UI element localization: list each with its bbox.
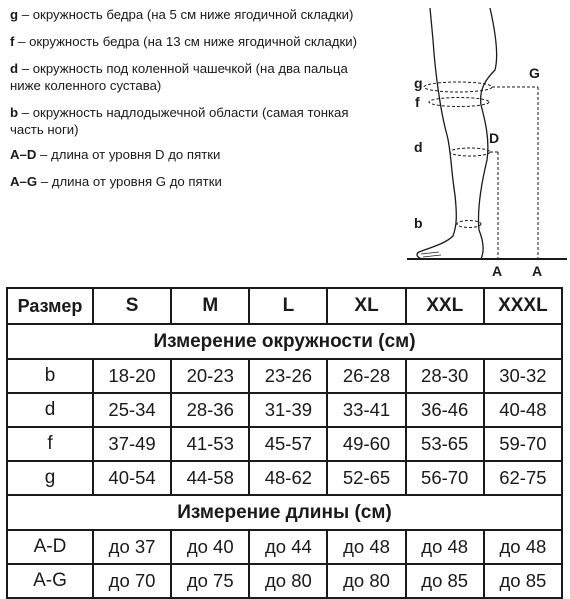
diagram-label-b: b (414, 215, 423, 231)
table-cell: 25-34 (93, 393, 171, 427)
table-cell: 28-30 (406, 359, 484, 393)
header-cell: XXL (406, 288, 484, 324)
table-cell: 33-41 (327, 393, 405, 427)
header-cell: S (93, 288, 171, 324)
legend-b-text: – окружность надлодыжечной области (самая тонкая часть ноги) (10, 105, 349, 137)
diagram-label-A2: A (532, 263, 543, 279)
table-cell: 53-65 (406, 427, 484, 461)
table-cell: до 44 (249, 530, 327, 564)
table-cell: до 85 (484, 564, 562, 598)
section-title-circumference: Измерение окружности (см) (7, 324, 562, 359)
table-row (7, 530, 562, 564)
table-cell: 49-60 (327, 427, 405, 461)
table-cell: 26-28 (327, 359, 405, 393)
b-ellipse (457, 221, 481, 228)
legend-d (10, 60, 380, 94)
table-cell: до 75 (171, 564, 249, 598)
diagram-label-f: f (415, 94, 420, 110)
legend-ad-text: – длина от уровня D до пятки (36, 147, 221, 162)
table-cell: 45-57 (249, 427, 327, 461)
table-cell: 20-23 (171, 359, 249, 393)
table-cell: 36-46 (406, 393, 484, 427)
header-cell: XL (327, 288, 405, 324)
table-cell: до 70 (93, 564, 171, 598)
legend-b-key: b (10, 105, 19, 120)
table-cell: до 85 (406, 564, 484, 598)
legend-ad-key: A–D (10, 147, 37, 162)
toe-lines (421, 252, 441, 257)
legend-f-key: f (10, 34, 15, 49)
legend-g-text: – окружность бедра (на 5 см ниже ягодичной складки) (18, 7, 354, 22)
table-cell: 31-39 (249, 393, 327, 427)
row-label: A-G (7, 564, 93, 598)
table-cell: 52-65 (327, 461, 405, 495)
table-cell: до 48 (327, 530, 405, 564)
row-label: g (7, 461, 93, 495)
diagram-label-G: G (529, 65, 540, 81)
diagram-label-D: D (489, 130, 500, 146)
g-ellipse (424, 82, 492, 92)
d-ellipse (450, 148, 490, 156)
table-cell: до 80 (327, 564, 405, 598)
row-label: A-D (7, 530, 93, 564)
header-cell: L (249, 288, 327, 324)
legend-ag (10, 173, 380, 190)
table-cell: 44-58 (171, 461, 249, 495)
table-cell: до 40 (171, 530, 249, 564)
legend-b (10, 104, 380, 138)
legend-ag-key: A–G (10, 174, 38, 189)
table-cell: 56-70 (406, 461, 484, 495)
row-label: d (7, 393, 93, 427)
table-cell: 37-49 (93, 427, 171, 461)
table-cell: 40-54 (93, 461, 171, 495)
legend-f-text: – окружность бедра (на 13 см ниже ягодичной складки) (14, 34, 358, 49)
table-cell: до 48 (406, 530, 484, 564)
table-cell: до 37 (93, 530, 171, 564)
section-title-length: Измерение длины (см) (7, 495, 562, 530)
measurement-legend (10, 6, 380, 200)
legend-g-key: g (10, 7, 19, 22)
diagram-label-g: g (414, 75, 423, 91)
table-cell: до 80 (249, 564, 327, 598)
table-cell: 48-62 (249, 461, 327, 495)
header-cell: Размер (7, 288, 93, 324)
header-cell: M (171, 288, 249, 324)
legend-ag-text: – длина от уровня G до пятки (37, 174, 222, 189)
table-cell: 62-75 (484, 461, 562, 495)
legend-d-key: d (10, 61, 19, 76)
leg-outline (417, 8, 500, 259)
table-cell: 59-70 (484, 427, 562, 461)
legend-ad (10, 146, 380, 163)
section-row (7, 495, 562, 530)
table-cell: 41-53 (171, 427, 249, 461)
size-table (6, 287, 563, 599)
header-cell: XXXL (484, 288, 562, 324)
diagram-label-A1: A (492, 263, 503, 279)
diagram-label-d: d (414, 139, 423, 155)
table-cell: 30-32 (484, 359, 562, 393)
table-row (7, 393, 562, 427)
table-row (7, 359, 562, 393)
table-cell: 28-36 (171, 393, 249, 427)
legend-d-text: – окружность под коленной чашечкой (на два пальца ниже коленного сустава) (10, 61, 348, 93)
leg-measurement-diagram (395, 0, 570, 282)
table-row (7, 427, 562, 461)
legend-g (10, 6, 380, 23)
table-cell: 40-48 (484, 393, 562, 427)
legend-f (10, 33, 380, 50)
row-label: b (7, 359, 93, 393)
table-cell: 18-20 (93, 359, 171, 393)
size-header-row (7, 288, 562, 324)
row-label: f (7, 427, 93, 461)
section-row (7, 324, 562, 359)
table-cell: до 48 (484, 530, 562, 564)
table-row (7, 461, 562, 495)
table-cell: 23-26 (249, 359, 327, 393)
